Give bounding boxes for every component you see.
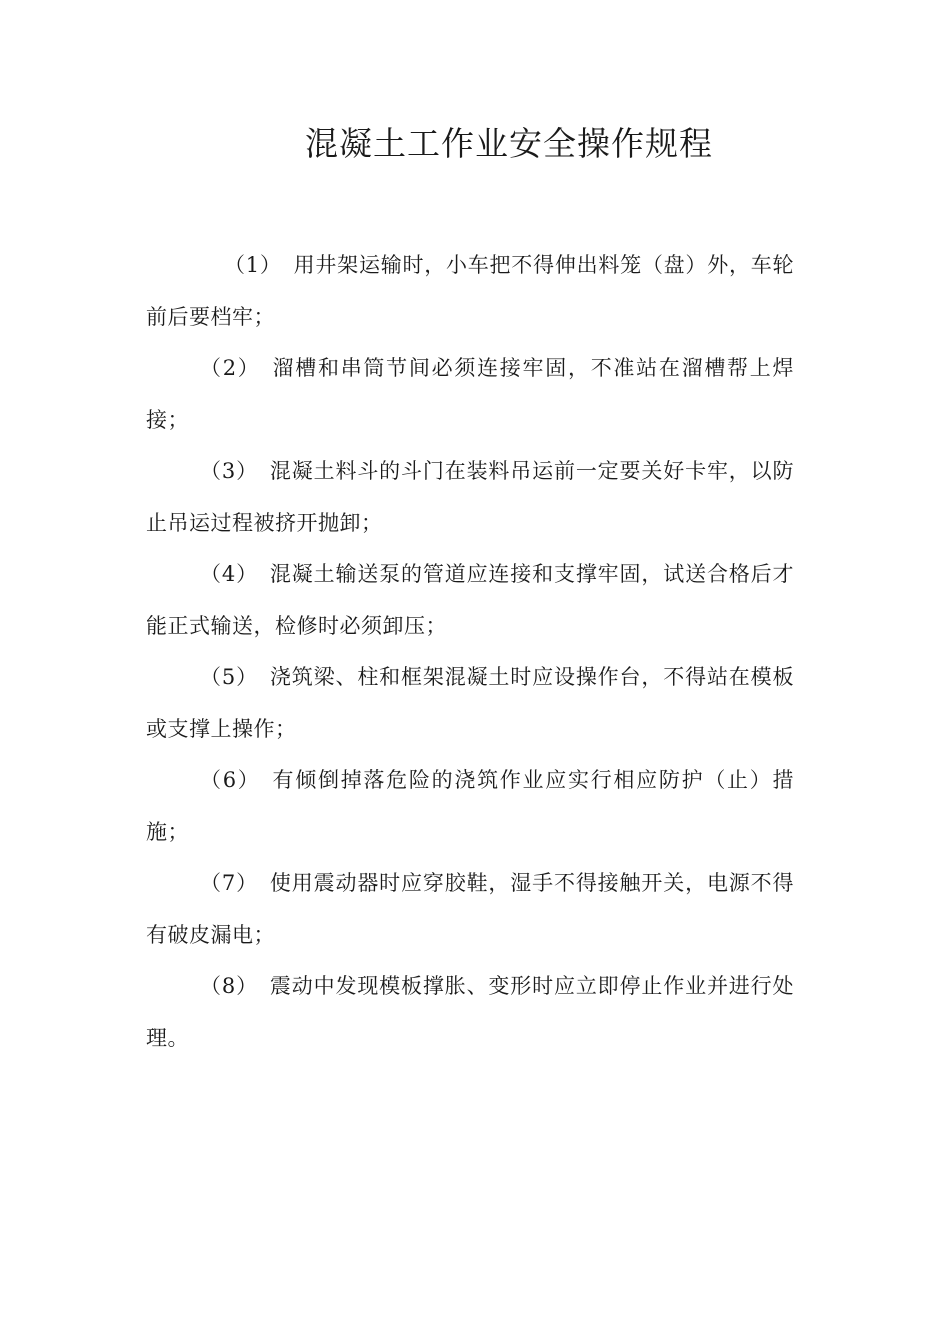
rule-item [146,343,794,446]
rule-number: （5） [200,665,258,689]
rule-number: （3） [200,459,258,483]
rule-number: （8） [200,974,258,998]
rule-item [146,858,794,961]
rule-number: （1） [224,253,282,277]
rule-item [146,755,794,858]
rule-item [146,446,794,549]
rule-item [146,961,794,1064]
rule-item [146,240,794,343]
rule-text: 用井架运输时，小车把不得伸出料笼（盘）外，车轮前后要档牢； [146,253,794,329]
rule-text: 有倾倒掉落危险的浇筑作业应实行相应防护（止）措施； [146,768,794,844]
rule-text: 溜槽和串筒节间必须连接牢固，不准站在溜槽帮上焊接； [146,356,794,432]
rule-item [146,652,794,755]
rule-text: 混凝土输送泵的管道应连接和支撑牢固，试送合格后才能正式输送，检修时必须卸压； [146,562,794,638]
rule-text: 混凝土料斗的斗门在装料吊运前一定要关好卡牢，以防止吊运过程被挤开抛卸； [146,459,794,535]
rule-text: 浇筑梁、柱和框架混凝土时应设操作台，不得站在模板或支撑上操作； [146,665,794,741]
rule-text: 震动中发现模板撑胀、变形时应立即停止作业并进行处理。 [146,974,794,1050]
rule-number: （6） [200,768,261,792]
rule-number: （4） [200,562,258,586]
document-title: 混凝土工作业安全操作规程 [305,124,713,163]
rule-number: （2） [200,356,261,380]
rule-item [146,549,794,652]
rule-number: （7） [200,871,258,895]
rule-text: 使用震动器时应穿胶鞋，湿手不得接触开关，电源不得有破皮漏电； [146,871,794,947]
rules-list [146,240,794,1064]
